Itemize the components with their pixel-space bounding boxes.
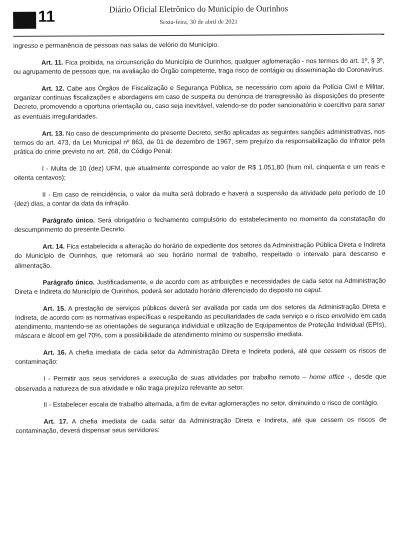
article-16-item-i: I - Permitir aos seus servidores a execução de suas atividades por trabalho remoto – home office -, desde que observada a natureza de sua atividade e não traga prejuízo relevante ao setor. xyxy=(15,373,387,393)
article-14-sole-paragraph: Parágrafo único. Justificadamente, e de acordo com as atribuições e necessidades de cada setor na Administração Direta e Indireta do Município de Ourinhos, poderá ser adotado horário diferenciado do disposto no caput. xyxy=(14,277,386,296)
article-text: Fica estabelecida a alteração do horário de expediente dos setores da Administração Pública Direta e Indireta do Município de Ourinhos, que retomará ao seu horário normal de trabalho, respeitado o intervalo para descanso e alimentação. xyxy=(14,241,386,270)
article-13-item-i: I - Multa de 10 (dez) UFM, que atualmente corresponde ao valor de R$ 1.051,80 (hum mil, cinquenta e um reais e oitenta centavos); xyxy=(14,163,386,183)
article-text: No caso de descumprimento do presente Decreto, serão aplicadas as seguintes sanções administrativas, nos termos do art. 473, da Lei Municipal nº 863, de 01 de dezembro de 1967, sem prejuízo da responsabilização do infrator pela prática do crime previsto no art. 268, do Código Penal: xyxy=(13,128,385,156)
article-text: A chefia imediata de cada setor da Administração Direta e Indireta, até que cessem os riscos de contaminação, deverá dispensar seus servidores: xyxy=(15,416,387,436)
journal-title: Diário Oficial Eletrônico do Município de Ourinhos xyxy=(109,3,289,15)
article-12 xyxy=(14,83,385,122)
page-number: 11 xyxy=(38,8,56,26)
article-11 xyxy=(13,56,384,77)
article-15 xyxy=(15,302,386,341)
document-body xyxy=(13,35,386,437)
article-13-sole-paragraph: Parágrafo único. Será obrigatório o fechamento compulsório do estabelecimento no momento da constatação do descumprimento do presente Decreto. xyxy=(14,215,386,235)
paragraph-label: Parágrafo único. xyxy=(42,217,95,225)
article-16 xyxy=(15,347,386,368)
article-label: Art. 17. xyxy=(43,418,69,426)
page-header xyxy=(13,0,384,37)
article-label: Art. 14. xyxy=(42,243,65,251)
article-14 xyxy=(14,241,385,271)
publication-date: Sexta-feira, 30 de abril de 2021 xyxy=(159,18,238,27)
article-13-item-ii: II - Em caso de reincidência, o valor da multa será dobrado e haverá a suspensão da atividade pelo período de 10 (dez) dias, a contar da data da infração. xyxy=(14,189,386,209)
article-text: A chefia imediata de cada setor da Administração Direta e Indireta poderá, até que cessem os riscos de contaminação: xyxy=(15,347,387,367)
article-16-item-ii: II - Estabelecer escala de trabalho alternada, a fim de evitar aglomerações no setor, diminuindo o risco de contágio. xyxy=(43,400,379,410)
article-label: Art. 15. xyxy=(42,305,66,313)
article-label: Art. 12. xyxy=(41,85,65,93)
article-13 xyxy=(14,127,385,157)
article-label: Art. 16. xyxy=(43,349,67,357)
article-label: Art. 13. xyxy=(41,130,65,138)
article-label: Art. 11. xyxy=(41,59,64,67)
paragraph-continuation: ingresso e permanência de pessoas nas salas de velório do Município. xyxy=(13,41,219,50)
article-text: A prestação de serviços públicos deverá ser avaliada por cada um dos setores da Administração Direta e Indireta, de acordo com as normativas específicas e respeitando as peculiaridades de cada serviço e o risco envolvido em cada atendimento, mantendo-se as orientações de segurança individual e utilização de Equipamentos de Proteção Individual (EPIs), máscara e álcool em gel 70%, com a possibilidade de atendimento mínimo ou suspensão imediata. xyxy=(14,303,387,341)
article-17 xyxy=(16,416,387,437)
article-text: Cabe aos Órgãos de Fiscalização e Segurança Pública, se necessário com apoio da Polícia Civil e Militar, organizar contínuas fiscalizações e abordagens em caso de suspeita ou denúncia de transgressão às disposições do presente Decreto, promovendo a oportuna orientação ou, caso seja inevitável, valendo-se do poder sancionatório e coercitivo para sanar as eventuais irregularidades. xyxy=(13,83,385,121)
article-text: Fica proibida, na circunscrição do Município de Ourinhos, qualquer aglomeração - nos termos do art. 1º, § 3º, ou agrupamento de pessoas que, na avaliação do Órgão competente, traga risco de contágio ou disseminação do Coronavírus. xyxy=(13,57,385,77)
paragraph-label: Parágrafo único. xyxy=(42,278,95,287)
